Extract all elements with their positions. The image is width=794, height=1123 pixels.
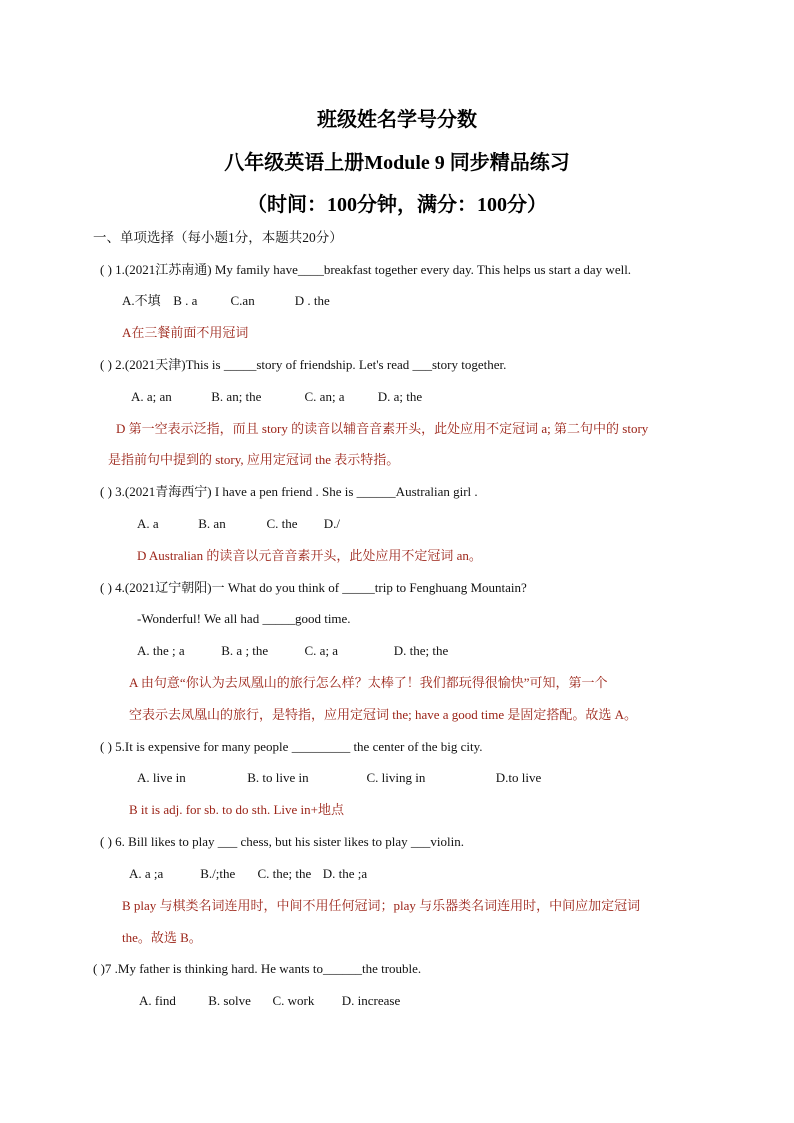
question-2-options xyxy=(131,388,422,406)
question-4-stem-2: -Wonderful! We all had _____good time. xyxy=(137,611,351,626)
question-6-stem: ( ) 6. Bill likes to play ___ chess, but his sister likes to play ___violin. xyxy=(100,834,464,849)
question-5-answer: B it is adj. for sb. to do sth. Live in+地点 xyxy=(129,802,344,817)
question-6-options xyxy=(129,865,367,883)
option-c: C. living in xyxy=(366,770,426,785)
option-a: A. a; an xyxy=(131,389,172,404)
question-4-stem: ( ) 4.(2021辽宁朝阳)一 What do you think of _____trip to Fenghuang Mountain? xyxy=(100,580,527,595)
question-4-answer-cont: 空表示去凤凰山的旅行，是特指，应用定冠词 the; have a good time 是固定搭配。故选 A。 xyxy=(129,707,638,722)
section-heading: 一、单项选择（每小题1分，本题共20分） xyxy=(93,230,343,245)
option-c: C. a; a xyxy=(304,643,339,658)
option-b: B. an; the xyxy=(211,389,262,404)
question-2-answer: D 第一空表示泛指，而且 story 的读音以辅音音素开头，此处应用不定冠词 a; 第二句中的 story xyxy=(116,421,649,436)
question-4-answer: A 由句意“你认为去凤凰山的旅行怎么样？太棒了！我们都玩得很愉快”可知，第一个 xyxy=(129,675,608,690)
option-c: C. an; a xyxy=(304,389,345,404)
question-5-options xyxy=(137,769,541,787)
option-c: C. the; the xyxy=(257,866,312,881)
option-b: B. a ; the xyxy=(221,643,269,658)
class-name-header: 班级姓名学号分数 xyxy=(317,109,477,131)
option-a: A. live in xyxy=(137,770,186,785)
time-score-info: （时间：100分钟，满分：100分） xyxy=(247,194,547,216)
option-a: A. find xyxy=(139,993,176,1008)
question-5-stem: ( ) 5.It is expensive for many people _________ the center of the big city. xyxy=(100,739,483,754)
option-d: D. the ;a xyxy=(322,866,368,881)
option-a: A.不填 xyxy=(122,293,161,308)
option-b: B. to live in xyxy=(247,770,309,785)
option-d: D. the; the xyxy=(393,643,449,658)
question-1-answer: A在三餐前面不用冠词 xyxy=(122,325,249,340)
worksheet-title: 八年级英语上册Module 9 同步精品练习 xyxy=(224,152,570,174)
option-d: D.to live xyxy=(495,770,542,785)
option-d: D . the xyxy=(294,293,330,308)
option-d: D. a; the xyxy=(377,389,423,404)
option-b: B . a xyxy=(173,293,198,308)
option-a: A. a xyxy=(137,516,159,531)
option-b: B./;the xyxy=(200,866,236,881)
question-2-stem: ( ) 2.(2021天津)This is _____story of friendship. Let's read ___story together. xyxy=(100,357,507,372)
option-a: A. the ; a xyxy=(137,643,185,658)
question-3-answer: D Australian 的读音以元音音素开头，此处应用不定冠词 an。 xyxy=(137,548,482,563)
option-b: B. an xyxy=(198,516,226,531)
question-2-answer-cont: 是指前句中提到的 story, 应用定冠词 the 表示特指。 xyxy=(108,452,400,467)
option-d: D. increase xyxy=(341,993,401,1008)
question-6-answer-cont: the。故选 B。 xyxy=(122,930,202,945)
question-6-answer: B play 与棋类名词连用时，中间不用任何冠词；play 与乐器类名词连用时，中间应加定冠词 xyxy=(122,898,641,913)
question-1-options xyxy=(122,292,330,310)
question-7-options xyxy=(139,992,400,1010)
question-4-options xyxy=(137,642,448,660)
question-3-options xyxy=(137,515,340,533)
option-c: C. work xyxy=(272,993,315,1008)
question-3-stem: ( ) 3.(2021青海西宁) I have a pen friend . She is ______Australian girl . xyxy=(100,484,478,499)
option-c: C.an xyxy=(230,293,255,308)
option-d: D./ xyxy=(323,516,340,531)
option-c: C. the xyxy=(266,516,298,531)
question-1-stem: ( ) 1.(2021江苏南通) My family have____breakfast together every day. This helps us start a day well. xyxy=(100,262,632,277)
option-a: A. a ;a xyxy=(129,866,164,881)
question-7-stem: ( )7 .My father is thinking hard. He wants to______the trouble. xyxy=(93,961,422,976)
option-b: B. solve xyxy=(208,993,251,1008)
